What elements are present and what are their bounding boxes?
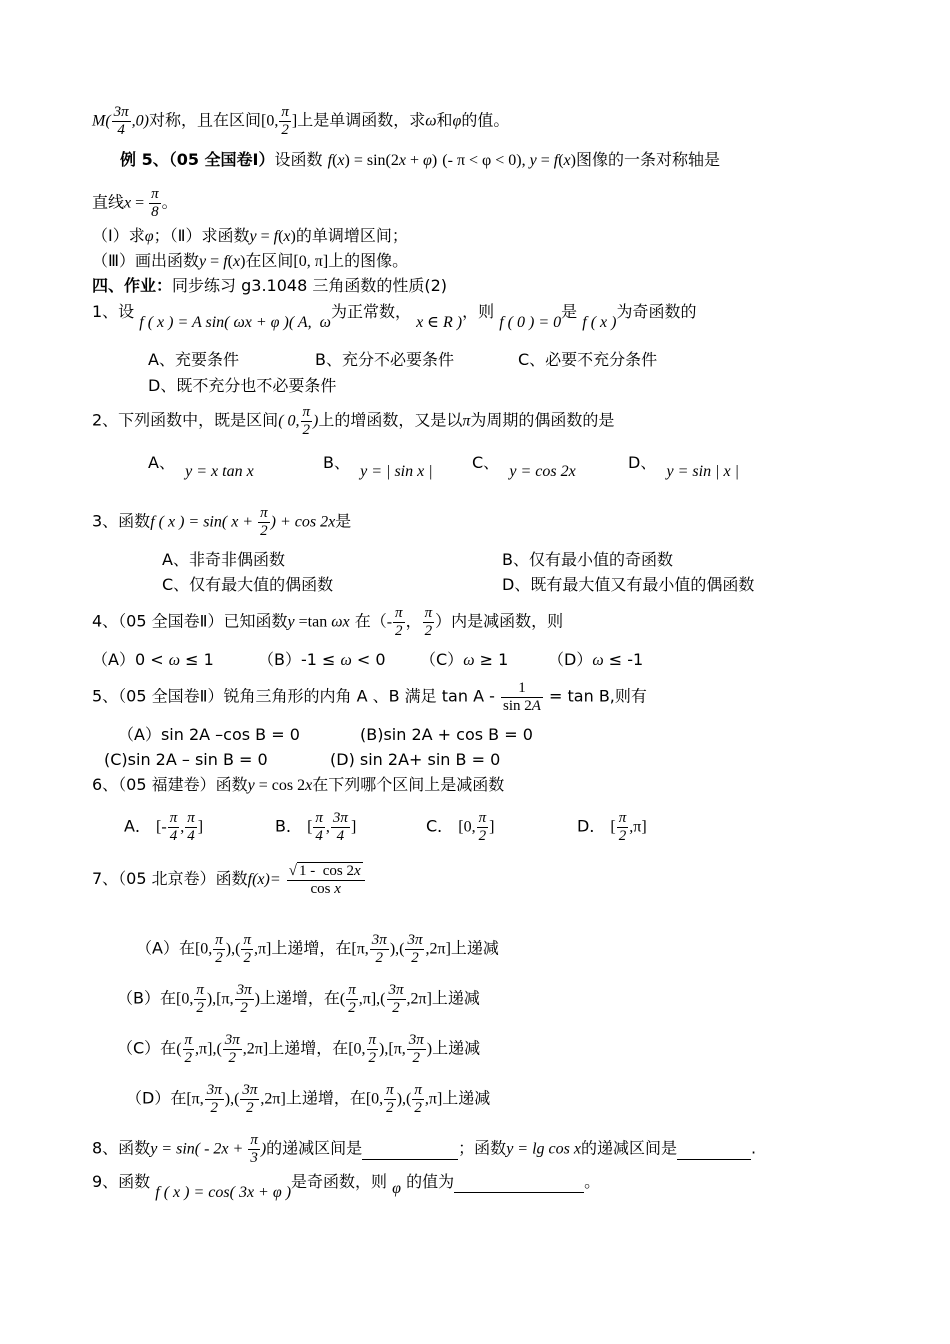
example-5: 例 5、（05 全国卷Ⅰ）设函数 f(x) = sin(2x + φ) (- π < φ < 0), y = f(x)图像的一条对称轴是 <box>120 150 720 169</box>
q6-option-b: B． [ $\frac{\pi}{4}$ , $\frac{3\pi}{4}$ ] <box>275 810 357 844</box>
q2-option-c: C、 y = cos 2x <box>472 453 576 480</box>
q7-option-a: （A）在[0, $\frac{\pi}{2}$ ),( $\frac{\pi}{2}$ ,π]上递增，在[π, $\frac{3\pi}{2}$ ),( $\frac{3\pi}{2}$ ,2π]上递减 <box>136 932 499 966</box>
q7-option-c: （C）在( $\frac{\pi}{2}$ ,π],( $\frac{3\pi}{2}$ ,2π]上递增，在[0, $\frac{\pi}{2}$ ),[π, $\frac{3\pi}{2}$ )上递减 <box>117 1032 481 1066</box>
q1-option-c: C、必要不充分条件 <box>518 350 658 369</box>
q2-option-a: A、 y = x tan x <box>148 453 254 480</box>
q6-option-d: D． [ $\frac{\pi}{2}$ ,π] <box>577 810 647 844</box>
example-5-q1: （Ⅰ）求φ；（Ⅱ）求函数y = f(x)的单调增区间； <box>92 226 408 245</box>
q4-option-d: （D）ω ≤ -1 <box>548 650 644 669</box>
question-3: 3、函数f ( x ) = sin( x + $\frac{\pi}{2}$ ) + cos 2x是 <box>92 505 352 539</box>
q7-option-d: （D）在[π, $\frac{3\pi}{2}$ ),( $\frac{3\pi}{2}$ ,2π]上递增，在[0, $\frac{\pi}{2}$ ),( $\frac{\pi}{2}$ ,π]上递减 <box>126 1082 491 1116</box>
question-4: 4、（05 全国卷Ⅱ）已知函数y =tan ωx 在（- $\frac{\pi}{2}$ ， $\frac{\pi}{2}$ ）内是减函数，则 <box>92 605 564 639</box>
q1-option-a: A、充要条件 <box>148 350 239 369</box>
q3-option-b: B、仅有最小值的奇函数 <box>502 550 673 569</box>
q2-option-b: B、 y = | sin x | <box>323 453 433 480</box>
q3-option-a: A、非奇非偶函数 <box>162 550 285 569</box>
question-2: 2、下列函数中，既是区间( 0, $\frac{\pi}{2}$ )上的增函数，又是以π为周期的偶函数的是 <box>92 404 615 438</box>
q4-option-c: （C）ω ≥ 1 <box>420 650 509 669</box>
q9-blank[interactable] <box>454 1172 584 1193</box>
q7-option-b: （B）在[0, $\frac{\pi}{2}$ ),[π, $\frac{3\pi}{2}$ )上递增，在( $\frac{\pi}{2}$ ,π],( $\frac{3\pi}{2}$ ,2π]上递减 <box>117 982 480 1016</box>
question-6: 6、（05 福建卷）函数y = cos 2x在下列哪个区间上是减函数 <box>92 775 505 794</box>
q3-option-d: D、既有最大值又有最小值的偶函数 <box>502 575 755 594</box>
q5-option-a: （A）sin 2A –cos B = 0 <box>118 725 300 744</box>
q5-option-c: (C)sin 2A – sin B = 0 <box>104 750 268 769</box>
example-5-line2: 直线x = $\frac{\pi}{8}$ 。 <box>92 186 178 220</box>
example-5-title: 例 5、（05 全国卷Ⅰ） <box>120 150 275 169</box>
q5-option-b: (B)sin 2A + cos B = 0 <box>360 725 533 744</box>
q6-option-c: C． [0, $\frac{\pi}{2}$ ] <box>426 810 495 844</box>
line-1: M( $\frac{3\pi}{4}$ ,0)对称，且在区间[0, $\frac{\pi}{2}$ ]上是单调函数，求ω和φ的值。 <box>92 104 510 138</box>
q3-option-c: C、仅有最大值的偶函数 <box>162 575 334 594</box>
q2-option-d: D、 y = sin | x | <box>628 453 739 480</box>
question-1: 1、设 f ( x ) = A sin( ωx + φ )( A, ω为正常数， x ∈ R )，则 f ( 0 ) = 0是 f ( x )为奇函数的 <box>92 302 697 331</box>
homework-heading: 四、作业：同步练习 g3.1048 三角函数的性质(2) <box>92 276 447 295</box>
q4-option-a: （A）0 < ω ≤ 1 <box>92 650 214 669</box>
l1-tail: 对称，且在区间 <box>149 110 262 130</box>
q4-option-b: （B）-1 ≤ ω < 0 <box>258 650 386 669</box>
q1-option-b: B、充分不必要条件 <box>315 350 454 369</box>
question-9: 9、函数 f ( x ) = cos( 3x + φ )是奇函数，则 φ 的值为 。 <box>92 1172 601 1201</box>
q6-option-a: A． [- $\frac{\pi}{4}$ , $\frac{\pi}{4}$ ] <box>124 810 204 844</box>
question-5: 5、（05 全国卷Ⅱ）锐角三角形的内角 A 、B 满足 tan A - $\frac{1}{\sin 2A}$ = tan B,则有 <box>92 680 647 714</box>
q8-blank-2[interactable] <box>677 1139 751 1160</box>
q8-blank-1[interactable] <box>362 1139 458 1160</box>
q1-option-d: D、既不充分也不必要条件 <box>148 376 337 395</box>
question-7: 7、（05 北京卷）函数f(x)= $\frac{√ 1 - \cos 2x}{\text{cos x}}$ <box>92 862 366 897</box>
q5-option-d: (D) sin 2A+ sin B = 0 <box>330 750 501 769</box>
question-8: 8、函数y = sin( - 2x + $\frac{\pi}{3}$ )的递减区间是 ；函数y = lg cos x的递减区间是 . <box>92 1132 757 1166</box>
example-5-q3: （Ⅲ）画出函数y = f(x)在区间[0, π]上的图像。 <box>92 251 409 270</box>
